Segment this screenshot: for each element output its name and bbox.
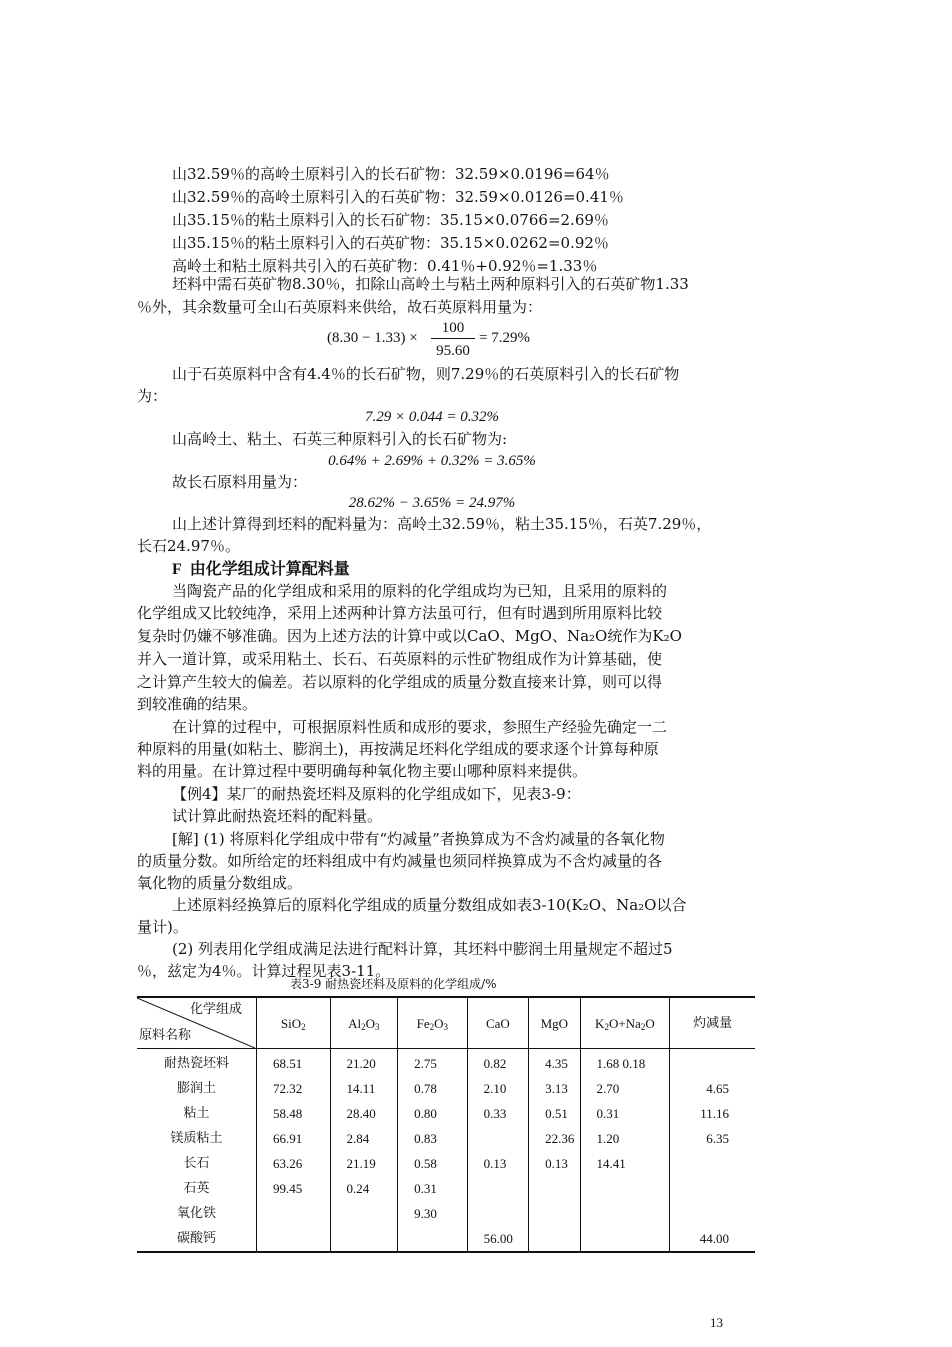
text-line: 山上述计算得到坯料的配料量为：高岭土32.59％，粘土35.15％，石英7.29％，	[172, 515, 712, 533]
corner-row-label: 原料名称	[139, 1028, 192, 1043]
calc-line-5: 高岭土和粘土原料共引入的石英矿物：0.41％+0.92％=1.33％	[172, 257, 598, 275]
table-row	[137, 1176, 755, 1201]
table-cell	[670, 1049, 755, 1077]
table-cell: 21.20	[330, 1049, 398, 1077]
column-header: $K_2O+Na_2O$	[580, 997, 670, 1049]
table-row	[137, 1126, 755, 1151]
column-header: SiO$_2$	[256, 997, 330, 1049]
table-row	[137, 1076, 755, 1101]
table-cell	[330, 1226, 398, 1252]
paragraph-line: 复杂时仍嫌不够准确。因为上述方法的计算中或以CaO、MgO、Na₂O统作为K₂O	[137, 627, 682, 645]
text-line: 故长石原料用量为：	[172, 473, 308, 491]
solution-line: 的质量分数。如所给定的坯料组成中有灼减量也须同样换算成为不含灼减量的各	[137, 852, 663, 870]
table-cell	[580, 1201, 670, 1226]
table-cell: 56.00	[467, 1226, 528, 1252]
table-cell: 0.83	[398, 1126, 468, 1151]
table-row	[137, 1226, 755, 1252]
calc-line-3: 山35.15％的粘土原料引入的长石矿物：35.15×0.0766=2.69％	[172, 211, 609, 229]
composition-table	[137, 996, 755, 1253]
column-header: CaO	[467, 997, 528, 1049]
table-row	[137, 1201, 755, 1226]
equation-rhs: = 7.29%	[479, 330, 530, 346]
table-cell: 0.82	[467, 1049, 528, 1077]
column-header: 灼减量	[670, 997, 755, 1049]
table-cell: 66.91	[256, 1126, 330, 1151]
table-corner-cell	[137, 997, 256, 1049]
table-cell: 1.20	[580, 1126, 670, 1151]
solution-line: 量计)。	[137, 918, 188, 936]
table-cell: 0.33	[467, 1101, 528, 1126]
text-line: 为：	[137, 387, 168, 405]
solution-line: ％，兹定为4％。计算过程见表3-11。	[137, 962, 391, 980]
table-cell: 3.13	[529, 1076, 580, 1101]
table-cell: 4.35	[529, 1049, 580, 1077]
fraction-denominator: 95.60	[436, 343, 470, 359]
solution-line: 氧化物的质量分数组成。	[137, 874, 303, 892]
row-label: 粘土	[183, 1106, 210, 1121]
calc-line-2: 山32.59％的高岭土原料引入的石英矿物：32.59×0.0126=0.41％	[172, 188, 624, 206]
table-cell: 68.51	[256, 1049, 330, 1077]
row-label: 镁质粘土	[170, 1131, 223, 1146]
text-line: 山于石英原料中含有4.4％的长石矿物，则7.29％的石英原料引入的长石矿物	[172, 365, 680, 383]
paragraph-line: 之计算产生较大的偏差。若以原料的化学组成的质量分数直接来计算，则可以得	[137, 673, 663, 691]
table-cell: 1.68 0.18	[580, 1049, 670, 1077]
table-cell	[670, 1201, 755, 1226]
table-cell: 0.31	[580, 1101, 670, 1126]
table-cell	[580, 1176, 670, 1201]
table-cell: 0.51	[529, 1101, 580, 1126]
table-cell: 2.84	[330, 1126, 398, 1151]
table-caption: 表3-9 耐热瓷坯料及原料的化学组成/%	[290, 977, 497, 991]
row-label: 长石	[183, 1156, 210, 1171]
table-cell: 4.65	[670, 1076, 755, 1101]
solution-line: [解] (1) 将原料化学组成中带有“灼减量”者换算成为不含灼减量的各氧化物	[172, 830, 665, 848]
table-cell	[256, 1201, 330, 1226]
table-cell: 72.32	[256, 1076, 330, 1101]
table-cell: 22.36	[529, 1126, 580, 1151]
table-row	[137, 1049, 755, 1077]
table-body	[137, 1049, 755, 1253]
fraction-numerator: 100	[431, 318, 475, 339]
corner-column-label: 化学组成	[189, 1002, 242, 1017]
paragraph-line: 料的用量。在计算过程中要明确每种氧化物主要山哪种原料来提供。	[137, 762, 588, 780]
table-cell: 0.31	[398, 1176, 468, 1201]
example-heading: 【例4】某厂的耐热瓷坯料及原料的化学组成如下，见表3-9：	[172, 785, 581, 803]
paragraph-line: 在计算的过程中，可根据原料性质和成形的要求，参照生产经验先确定一二	[172, 718, 668, 736]
column-header: MgO	[529, 997, 580, 1049]
table-cell: 0.13	[529, 1151, 580, 1176]
task-line: 试计算此耐热瓷坯料的配料量。	[172, 807, 383, 825]
section-title: 由化学组成计算配料量	[189, 559, 350, 578]
table-cell: 2.70	[580, 1076, 670, 1101]
table-cell	[529, 1226, 580, 1252]
calc-line-1: 山32.59％的高岭土原料引入的长石矿物：32.59×0.0196=64％	[172, 165, 610, 183]
table-cell: 6.35	[670, 1126, 755, 1151]
page-number: 13	[710, 1315, 723, 1330]
table-cell: 2.10	[467, 1076, 528, 1101]
table-cell: 21.19	[330, 1151, 398, 1176]
solution-line: 上述原料经换算后的原料化学组成的质量分数组成如表3-10(K₂O、Na₂O以合	[172, 896, 687, 914]
calc-line-4: 山35.15％的粘土原料引入的石英矿物：35.15×0.0262=0.92％	[172, 234, 609, 252]
table-row	[137, 1101, 755, 1126]
table-cell	[330, 1201, 398, 1226]
table-cell	[580, 1226, 670, 1252]
table-cell: 11.16	[670, 1101, 755, 1126]
table-cell	[467, 1201, 528, 1226]
table-cell: 0.78	[398, 1076, 468, 1101]
table-cell	[467, 1126, 528, 1151]
table-cell: 99.45	[256, 1176, 330, 1201]
text-line: 坯料中需石英矿物8.30％，扣除山高岭土与粘土两种原料引入的石英矿物1.33	[172, 275, 689, 293]
table-cell: 0.24	[330, 1176, 398, 1201]
table-cell	[467, 1176, 528, 1201]
table-cell	[256, 1226, 330, 1252]
table-cell	[670, 1151, 755, 1176]
paragraph-line: 并入一道计算，或采用粘土、长石、石英原料的示性矿物组成作为计算基础，使	[137, 650, 663, 668]
paragraph-line: 到较准确的结果。	[137, 695, 258, 713]
equation-lhs: (8.30 − 1.33) ×	[327, 330, 418, 346]
section-heading	[172, 558, 762, 580]
table-cell	[398, 1226, 468, 1252]
equation-feldspar-from-quartz: 7.29 × 0.044 = 0.32%	[365, 409, 499, 425]
solution-line: (2) 列表用化学组成满足法进行配料计算，其坯料中膨润土用量规定不超过5	[172, 940, 673, 958]
table-cell: 14.41	[580, 1151, 670, 1176]
paragraph-line: 种原料的用量(如粘土、膨润土)，再按满足坯料化学组成的要求逐个计算每种原	[137, 740, 659, 758]
table-cell: 0.80	[398, 1101, 468, 1126]
row-label: 碳酸钙	[176, 1231, 216, 1246]
table-cell	[529, 1176, 580, 1201]
table-cell: 14.11	[330, 1076, 398, 1101]
row-label: 氧化铁	[176, 1206, 216, 1221]
text-line: 长石24.97％。	[137, 537, 240, 555]
row-label: 石英	[183, 1181, 210, 1196]
equation-feldspar-amount: 28.62% − 3.65% = 24.97%	[348, 495, 516, 511]
table-cell: 63.26	[256, 1151, 330, 1176]
row-label: 耐热瓷坯料	[163, 1056, 229, 1071]
table-cell	[529, 1201, 580, 1226]
equation-feldspar-total: 0.64% + 2.69% + 0.32% = 3.65%	[328, 453, 536, 469]
text-line: 山高岭土、粘土、石英三种原料引入的长石矿物为:	[172, 430, 508, 448]
column-header: $Al_2O_3$	[330, 997, 398, 1049]
column-header: $Fe_2O_3$	[398, 997, 468, 1049]
table-row	[137, 1151, 755, 1176]
paragraph-line: 化学组成又比较纯净，采用上述两种计算方法虽可行，但有时遇到所用原料比较	[137, 604, 663, 622]
table-cell: 44.00	[670, 1226, 755, 1252]
table-cell	[670, 1176, 755, 1201]
table-header-row	[137, 997, 755, 1049]
section-letter: F	[172, 561, 182, 578]
table-cell: 9.30	[398, 1201, 468, 1226]
row-label: 膨润土	[176, 1081, 216, 1096]
text-line: ％外，其余数量可全山石英原料来供给，故石英原料用量为：	[137, 298, 543, 316]
table-cell: 2.75	[398, 1049, 468, 1077]
table-cell: 0.58	[398, 1151, 468, 1176]
equation-fraction	[431, 318, 475, 359]
table-cell: 58.48	[256, 1101, 330, 1126]
table-cell: 0.13	[467, 1151, 528, 1176]
table-cell: 28.40	[330, 1101, 398, 1126]
paragraph-line: 当陶瓷产品的化学组成和采用的原料的化学组成均为已知，且采用的原料的	[172, 582, 668, 600]
